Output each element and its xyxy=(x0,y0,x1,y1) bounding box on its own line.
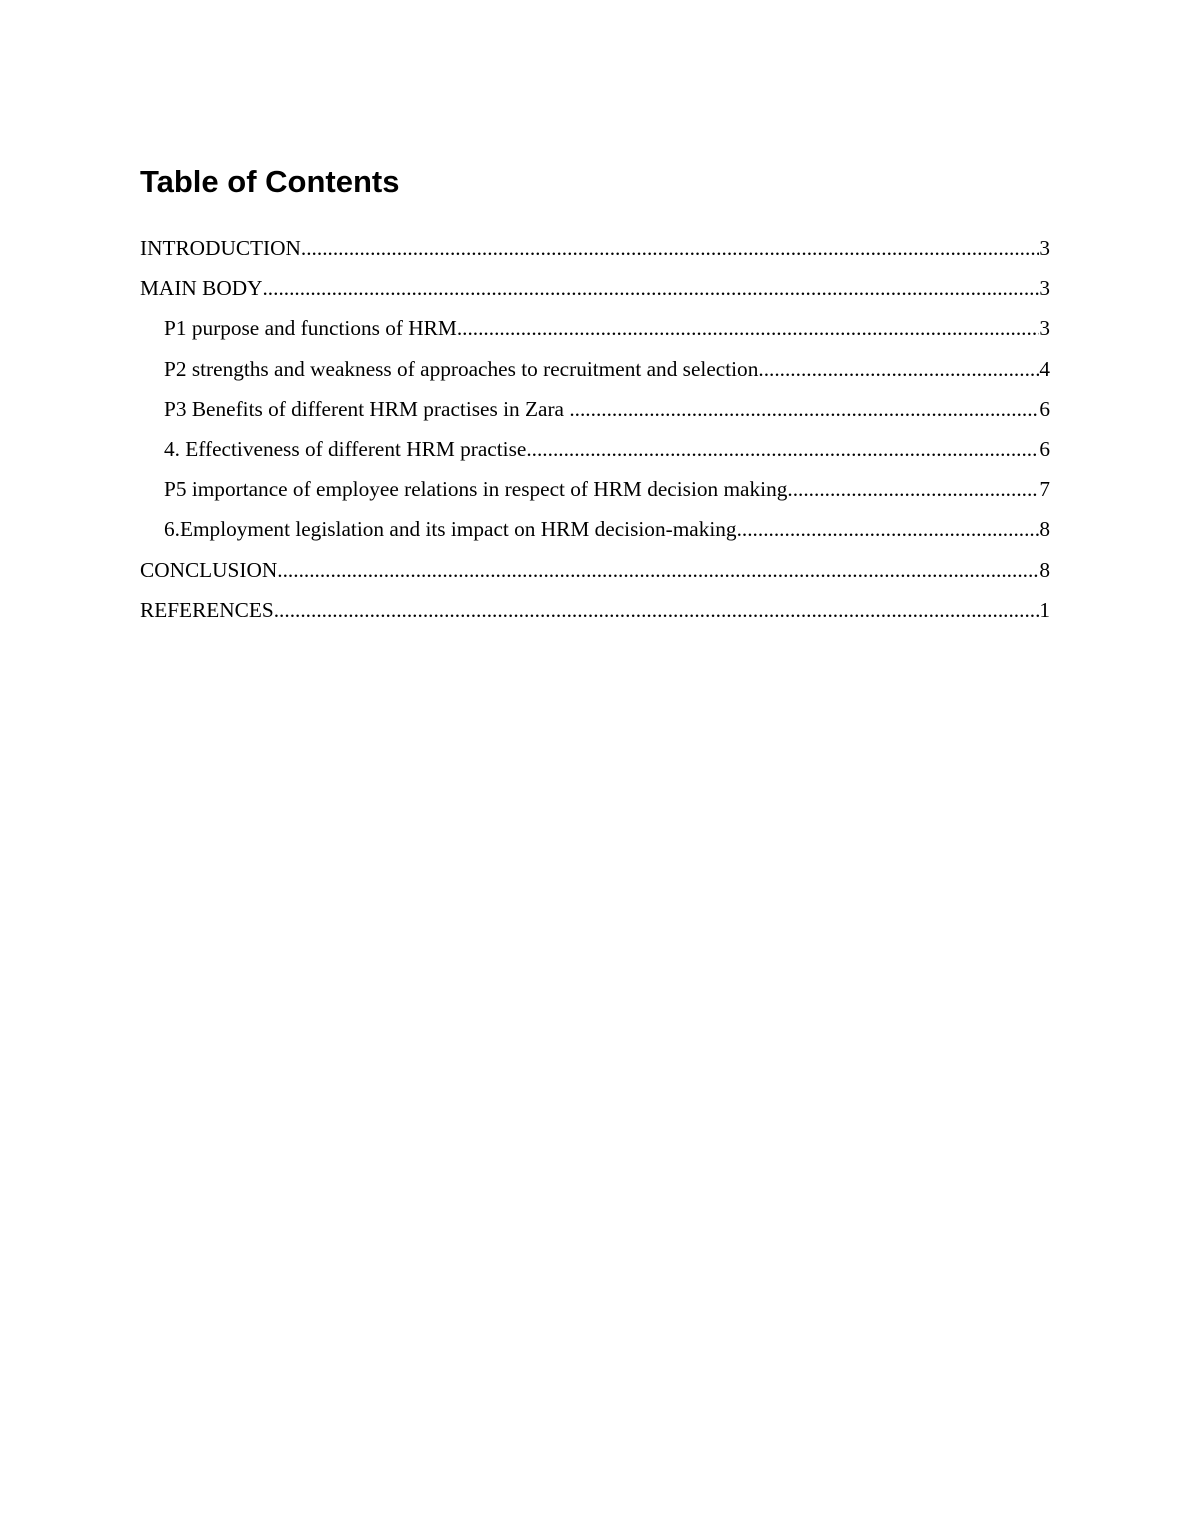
toc-entry-text: P3 Benefits of different HRM practises in Zara xyxy=(164,396,570,421)
toc-entry-6[interactable] xyxy=(140,509,1050,549)
toc-entry-text: MAIN BODY xyxy=(140,276,263,301)
toc-entry-text: INTRODUCTION xyxy=(140,236,301,260)
toc-entry-p3[interactable] xyxy=(140,389,1050,429)
toc-dot-leader xyxy=(457,308,1040,348)
toc-entry-text: CONCLUSION xyxy=(140,557,278,582)
toc-entry-p2[interactable] xyxy=(140,349,1050,389)
toc-entry-4[interactable] xyxy=(140,429,1050,469)
toc-dot-leader xyxy=(737,509,1040,549)
toc-dot-leader xyxy=(277,550,1039,590)
toc-entry-text: 4. Effectiveness of different HRM practise xyxy=(164,436,527,461)
toc-page-number: 3 xyxy=(1039,276,1050,301)
toc-entry-introduction[interactable] xyxy=(140,228,1050,268)
toc-page-number: 3 xyxy=(1039,236,1050,260)
toc-entry-main-body[interactable] xyxy=(140,268,1050,308)
toc-entry-text: REFERENCES xyxy=(140,597,274,622)
toc-dot-leader xyxy=(764,349,1040,389)
toc-page-number: 7 xyxy=(1039,477,1050,502)
toc-entry-text: 6.Employment legislation and its impact on HRM decision-making xyxy=(164,517,737,542)
toc-entry-references[interactable] xyxy=(140,590,1050,630)
toc-page-number: 1 xyxy=(1039,597,1050,622)
toc-title: Table of Contents xyxy=(140,164,400,199)
toc-dot-leader xyxy=(569,389,1039,429)
toc-dot-leader xyxy=(301,228,1039,268)
toc-dot-leader xyxy=(274,590,1040,630)
toc-entry-p5[interactable] xyxy=(140,469,1050,509)
toc-page-number: 4 xyxy=(1039,356,1050,381)
toc-list xyxy=(140,228,1050,630)
toc-dot-leader xyxy=(787,469,1039,509)
toc-entry-conclusion[interactable] xyxy=(140,550,1050,590)
toc-entry-text: P2 strengths and weakness of approaches to recruitment and selection. xyxy=(164,356,764,381)
toc-dot-leader xyxy=(526,429,1039,469)
table-of-contents xyxy=(140,162,1050,630)
toc-page-number: 6 xyxy=(1039,436,1050,461)
toc-page-number: 6 xyxy=(1039,396,1050,421)
toc-page-number: 8 xyxy=(1039,557,1050,582)
toc-entry-p1[interactable] xyxy=(140,308,1050,348)
toc-dot-leader xyxy=(262,268,1039,308)
toc-page-number: 8 xyxy=(1039,517,1050,542)
toc-page-number: 3 xyxy=(1039,316,1050,341)
toc-entry-text: P5 importance of employee relations in respect of HRM decision making xyxy=(164,477,788,502)
toc-entry-text: P1 purpose and functions of HRM xyxy=(164,316,457,341)
